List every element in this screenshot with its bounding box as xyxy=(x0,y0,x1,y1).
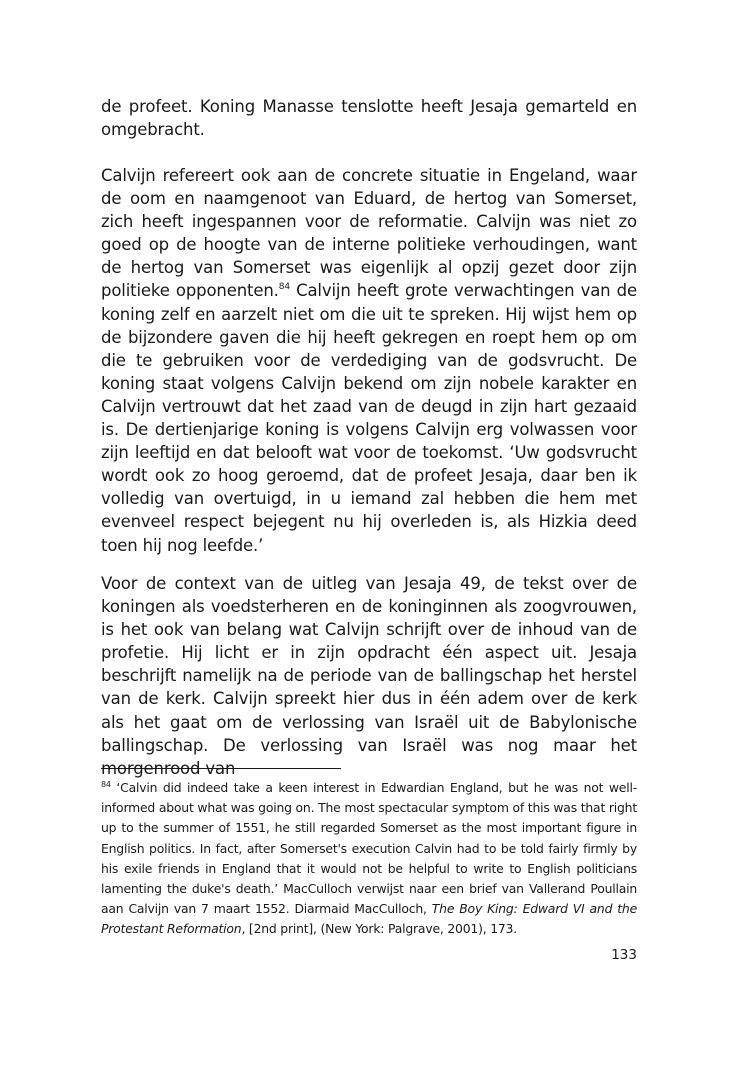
footnote-text-part-b: , [2nd print], (New York: Palgrave, 2001), 173. xyxy=(241,921,517,937)
body-paragraph-1 xyxy=(101,95,637,141)
paragraph-text-part-b: Calvijn heeft grote verwachtingen van de koning zelf en aarzelt niet om die uit te spreken. Hij wijst hem op de bijzondere gaven die hij heeft gekregen en roept hem op om die te gebruiken voor de verdediging van de godsvrucht. De koning staat volgens Calvijn bekend om zijn nobele karakter en Calvijn vertrouwt dat het zaad van de deugd in zijn hart gezaaid is. De dertienjarige koning is volgens Calvijn erg volwassen voor zijn leeftijd en dat belooft wat voor de toekomst. ‘Uw godsvrucht wordt ook zo hoog geroemd, dat de profeet Jesaja, daar ben ik volledig van overtuigd, in u iemand zal hebben die hem met evenveel respect bejegent nu hij overleden is, als Hizkia deed toen hij nog leefde.’ xyxy=(101,281,637,555)
footnote-text-part-a: ‘Calvin did indeed take a keen interest in Edwardian England, but he was not well-informed about what was going on. The most spectacular symptom of this was that right up to the summer of 1551, he still regarded Somerset as the most important figure in English politics. In fact, after Somerset's execution Calvin had to be told fairly firmly by his exile friends in England that it would not be helpful to write to English politicians lamenting the duke's death.’ MacCulloch verwijst naar een brief van Vallerand Poullain aan Calvijn van 7 maart 1552. Diarmaid MacCulloch, xyxy=(101,780,637,917)
paragraph-text xyxy=(101,164,637,557)
footnote-text xyxy=(101,778,637,940)
body-paragraph-2 xyxy=(101,164,637,557)
body-paragraph-3 xyxy=(101,572,637,780)
paragraph-text-part-a: Calvijn refereert ook aan de concrete situatie in Engeland, waar de oom en naamgenoot van Eduard, de hertog van Somerset, zich heeft ingespannen voor de reformatie. Calvijn was niet zo goed op de hoogte van de interne politieke verhoudingen, want de hertog van Somerset was eigenlijk al opzij gezet door zijn politieke opponenten. xyxy=(101,166,637,301)
paragraph-text: Voor de context van de uitleg van Jesaja 49, de tekst over de koningen als voedsterheren en de koninginnen als zoogvrouwen, is het ook van belang wat Calvijn schrijft over de inhoud van de profetie. Hij licht er in zijn opdracht één aspect uit. Jesaja beschrijft namelijk na de periode van de ballingschap het herstel van de kerk. Calvijn spreekt hier dus in één adem over de kerk als het gaat om de verlossing van Israël uit de Babylonische ballingschap. De verlossing van Israël was nog maar het morgenrood van xyxy=(101,574,637,778)
paragraph-text: de profeet. Koning Manasse tenslotte heeft Jesaja gemarteld en omgebracht. xyxy=(101,97,637,140)
footnote-book-title: The Boy King: Edward VI and the Protestant Reformation xyxy=(101,901,637,937)
footnote-separator xyxy=(101,768,341,769)
footnote-reference[interactable]: 84 xyxy=(278,282,290,293)
footnote-number: 84 xyxy=(101,780,111,789)
page-number: 133 xyxy=(611,947,637,963)
footnote xyxy=(101,778,637,940)
